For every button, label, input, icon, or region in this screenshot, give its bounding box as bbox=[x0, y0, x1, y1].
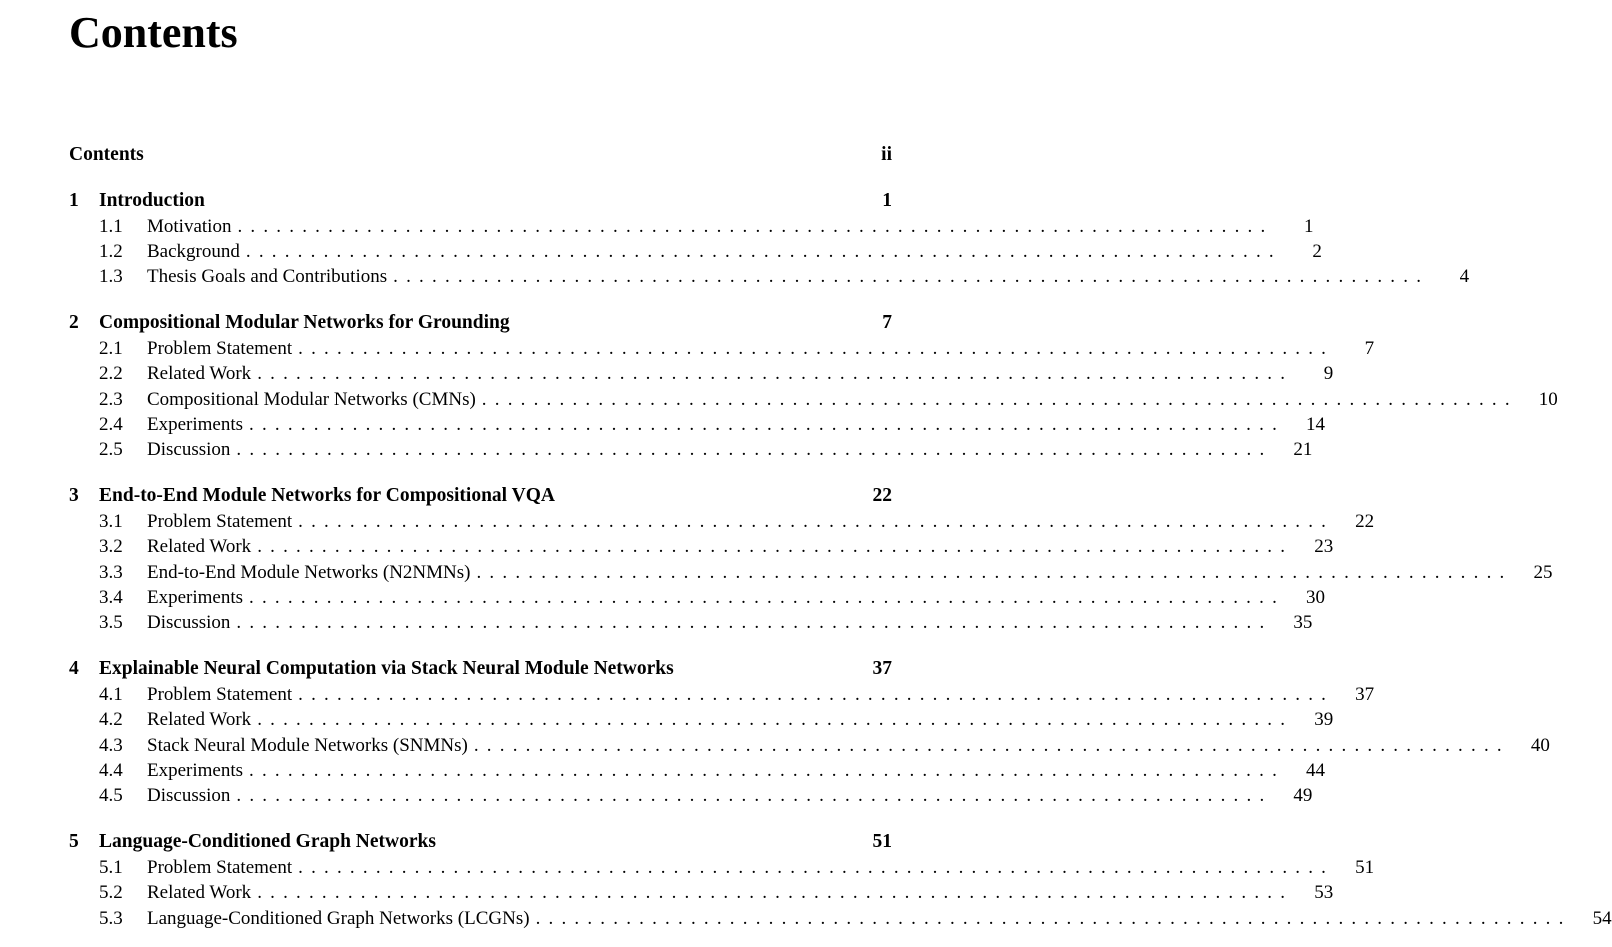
section-page: 44 bbox=[1306, 760, 1326, 781]
section-page: 35 bbox=[1293, 612, 1313, 633]
toc-chapter-4[interactable] bbox=[69, 657, 892, 681]
section-title: End-to-End Module Networks (N2NMNs) bbox=[147, 562, 471, 583]
section-title: Related Work bbox=[147, 709, 252, 730]
section-page: 9 bbox=[1323, 363, 1334, 384]
toc-section-4-4[interactable] bbox=[69, 759, 1326, 783]
dot-leader: ................................................................................ bbox=[481, 389, 1518, 410]
section-title: Problem Statement bbox=[147, 857, 293, 878]
section-page: 2 bbox=[1312, 241, 1322, 262]
chapter-title: Compositional Modular Networks for Grounding bbox=[99, 312, 510, 333]
toc-entry-contents[interactable] bbox=[69, 143, 892, 167]
section-number: 2.3 bbox=[99, 389, 123, 410]
section-title: Related Work bbox=[147, 363, 252, 384]
chapter-title: Introduction bbox=[99, 190, 205, 211]
dot-leader: ................................................................................ bbox=[257, 709, 1294, 730]
section-title: Language-Conditioned Graph Networks (LCGNs) bbox=[147, 908, 530, 929]
dot-leader: ................................................................................ bbox=[236, 785, 1273, 806]
section-page: 22 bbox=[1355, 511, 1375, 532]
toc-section-3-1[interactable] bbox=[69, 510, 1375, 534]
section-title: Problem Statement bbox=[147, 684, 293, 705]
section-page: 25 bbox=[1533, 562, 1553, 583]
toc-section-3-5[interactable] bbox=[69, 611, 1313, 635]
section-number: 4.2 bbox=[99, 709, 123, 730]
toc-section-4-1[interactable] bbox=[69, 683, 1375, 707]
section-title: Thesis Goals and Contributions bbox=[147, 266, 388, 287]
dot-leader: ................................................................................ bbox=[298, 684, 1335, 705]
dot-leader: ................................................................................ bbox=[237, 216, 1274, 237]
section-number: 5.1 bbox=[99, 857, 123, 878]
section-title: Discussion bbox=[147, 439, 231, 460]
toc-section-3-2[interactable] bbox=[69, 535, 1334, 559]
toc-section-5-2[interactable] bbox=[69, 881, 1334, 905]
section-number: 3.5 bbox=[99, 612, 123, 633]
dot-leader: ................................................................................ bbox=[298, 511, 1335, 532]
section-page: 30 bbox=[1306, 587, 1326, 608]
toc-entry-page: ii bbox=[881, 144, 892, 165]
toc-section-1-2[interactable] bbox=[69, 240, 1322, 264]
section-title: Problem Statement bbox=[147, 338, 293, 359]
chapter-page: 37 bbox=[872, 658, 892, 679]
toc-section-2-4[interactable] bbox=[69, 413, 1326, 437]
toc-section-2-5[interactable] bbox=[69, 438, 1313, 462]
toc-section-2-3[interactable] bbox=[69, 388, 1558, 412]
section-number: 4.1 bbox=[99, 684, 123, 705]
section-title: Background bbox=[147, 241, 240, 262]
dot-leader: ................................................................................ bbox=[257, 363, 1294, 384]
toc-section-4-5[interactable] bbox=[69, 784, 1313, 808]
section-page: 23 bbox=[1314, 536, 1334, 557]
section-title: Experiments bbox=[147, 760, 244, 781]
chapter-number: 2 bbox=[69, 312, 79, 333]
dot-leader: ................................................................................ bbox=[473, 735, 1510, 756]
section-page: 1 bbox=[1303, 216, 1314, 237]
section-number: 5.3 bbox=[99, 908, 123, 929]
chapter-title: Explainable Neural Computation via Stack Neural Module Networks bbox=[99, 658, 674, 679]
dot-leader: ................................................................................ bbox=[236, 612, 1273, 633]
dot-leader: ................................................................................ bbox=[245, 241, 1282, 262]
chapter-page: 51 bbox=[872, 831, 892, 852]
section-title: Stack Neural Module Networks (SNMNs) bbox=[147, 735, 468, 756]
section-page: 37 bbox=[1355, 684, 1375, 705]
section-page: 14 bbox=[1306, 414, 1326, 435]
dot-leader: ................................................................................ bbox=[393, 266, 1430, 287]
section-number: 1.1 bbox=[99, 216, 123, 237]
toc-chapter-2[interactable] bbox=[69, 311, 892, 335]
dot-leader: ................................................................................ bbox=[249, 414, 1286, 435]
toc-chapter-1[interactable] bbox=[69, 189, 892, 213]
dot-leader: ................................................................................ bbox=[476, 562, 1513, 583]
section-number: 4.4 bbox=[99, 760, 123, 781]
chapter-number: 5 bbox=[69, 831, 79, 852]
section-number: 1.3 bbox=[99, 266, 123, 287]
section-title: Experiments bbox=[147, 587, 244, 608]
section-title: Discussion bbox=[147, 785, 231, 806]
chapter-number: 4 bbox=[69, 658, 79, 679]
section-page: 49 bbox=[1293, 785, 1313, 806]
toc-chapter-3[interactable] bbox=[69, 484, 892, 508]
toc-section-5-1[interactable] bbox=[69, 856, 1375, 880]
section-number: 2.2 bbox=[99, 363, 123, 384]
section-page: 7 bbox=[1364, 338, 1375, 359]
section-number: 2.5 bbox=[99, 439, 123, 460]
toc-section-1-1[interactable] bbox=[69, 215, 1314, 239]
section-title: Compositional Modular Networks (CMNs) bbox=[147, 389, 476, 410]
dot-leader: ................................................................................ bbox=[257, 536, 1294, 557]
chapter-page: 7 bbox=[882, 312, 892, 333]
toc-section-2-2[interactable] bbox=[69, 362, 1334, 386]
section-title: Experiments bbox=[147, 414, 244, 435]
chapter-title: Language-Conditioned Graph Networks bbox=[99, 831, 436, 852]
dot-leader: ................................................................................ bbox=[298, 338, 1335, 359]
section-number: 3.2 bbox=[99, 536, 123, 557]
chapter-number: 1 bbox=[69, 190, 79, 211]
chapter-page: 1 bbox=[882, 190, 892, 211]
toc-entry-title: Contents bbox=[69, 144, 144, 165]
toc-section-4-3[interactable] bbox=[69, 734, 1550, 758]
toc-section-1-3[interactable] bbox=[69, 265, 1470, 289]
toc-section-3-4[interactable] bbox=[69, 586, 1326, 610]
section-page: 4 bbox=[1459, 266, 1470, 287]
toc-section-2-1[interactable] bbox=[69, 337, 1375, 361]
section-title: Problem Statement bbox=[147, 511, 293, 532]
section-page: 53 bbox=[1314, 882, 1334, 903]
dot-leader: ................................................................................ bbox=[257, 882, 1294, 903]
toc-section-5-3[interactable] bbox=[69, 907, 1612, 931]
section-page: 10 bbox=[1538, 389, 1558, 410]
section-title: Related Work bbox=[147, 882, 252, 903]
section-number: 4.3 bbox=[99, 735, 123, 756]
section-number: 5.2 bbox=[99, 882, 123, 903]
section-number: 3.4 bbox=[99, 587, 123, 608]
dot-leader: ................................................................................ bbox=[249, 760, 1286, 781]
section-title: Discussion bbox=[147, 612, 231, 633]
dot-leader: ................................................................................ bbox=[236, 439, 1273, 460]
chapter-title: End-to-End Module Networks for Compositional VQA bbox=[99, 485, 555, 506]
section-page: 39 bbox=[1314, 709, 1334, 730]
toc-section-4-2[interactable] bbox=[69, 708, 1334, 732]
section-number: 3.1 bbox=[99, 511, 123, 532]
section-title: Motivation bbox=[147, 216, 232, 237]
dot-leader: ................................................................................ bbox=[249, 587, 1286, 608]
section-page: 40 bbox=[1530, 735, 1550, 756]
section-page: 54 bbox=[1592, 908, 1612, 929]
page-title: Contents bbox=[69, 8, 238, 57]
section-number: 4.5 bbox=[99, 785, 123, 806]
section-number: 3.3 bbox=[99, 562, 123, 583]
chapter-number: 3 bbox=[69, 485, 79, 506]
section-number: 2.1 bbox=[99, 338, 123, 359]
section-number: 1.2 bbox=[99, 241, 123, 262]
toc-section-3-3[interactable] bbox=[69, 561, 1553, 585]
section-title: Related Work bbox=[147, 536, 252, 557]
toc-chapter-5[interactable] bbox=[69, 830, 892, 854]
section-page: 21 bbox=[1293, 439, 1313, 460]
dot-leader: ................................................................................ bbox=[535, 908, 1572, 929]
section-number: 2.4 bbox=[99, 414, 123, 435]
dot-leader: ................................................................................ bbox=[298, 857, 1335, 878]
section-page: 51 bbox=[1355, 857, 1375, 878]
chapter-page: 22 bbox=[872, 485, 892, 506]
